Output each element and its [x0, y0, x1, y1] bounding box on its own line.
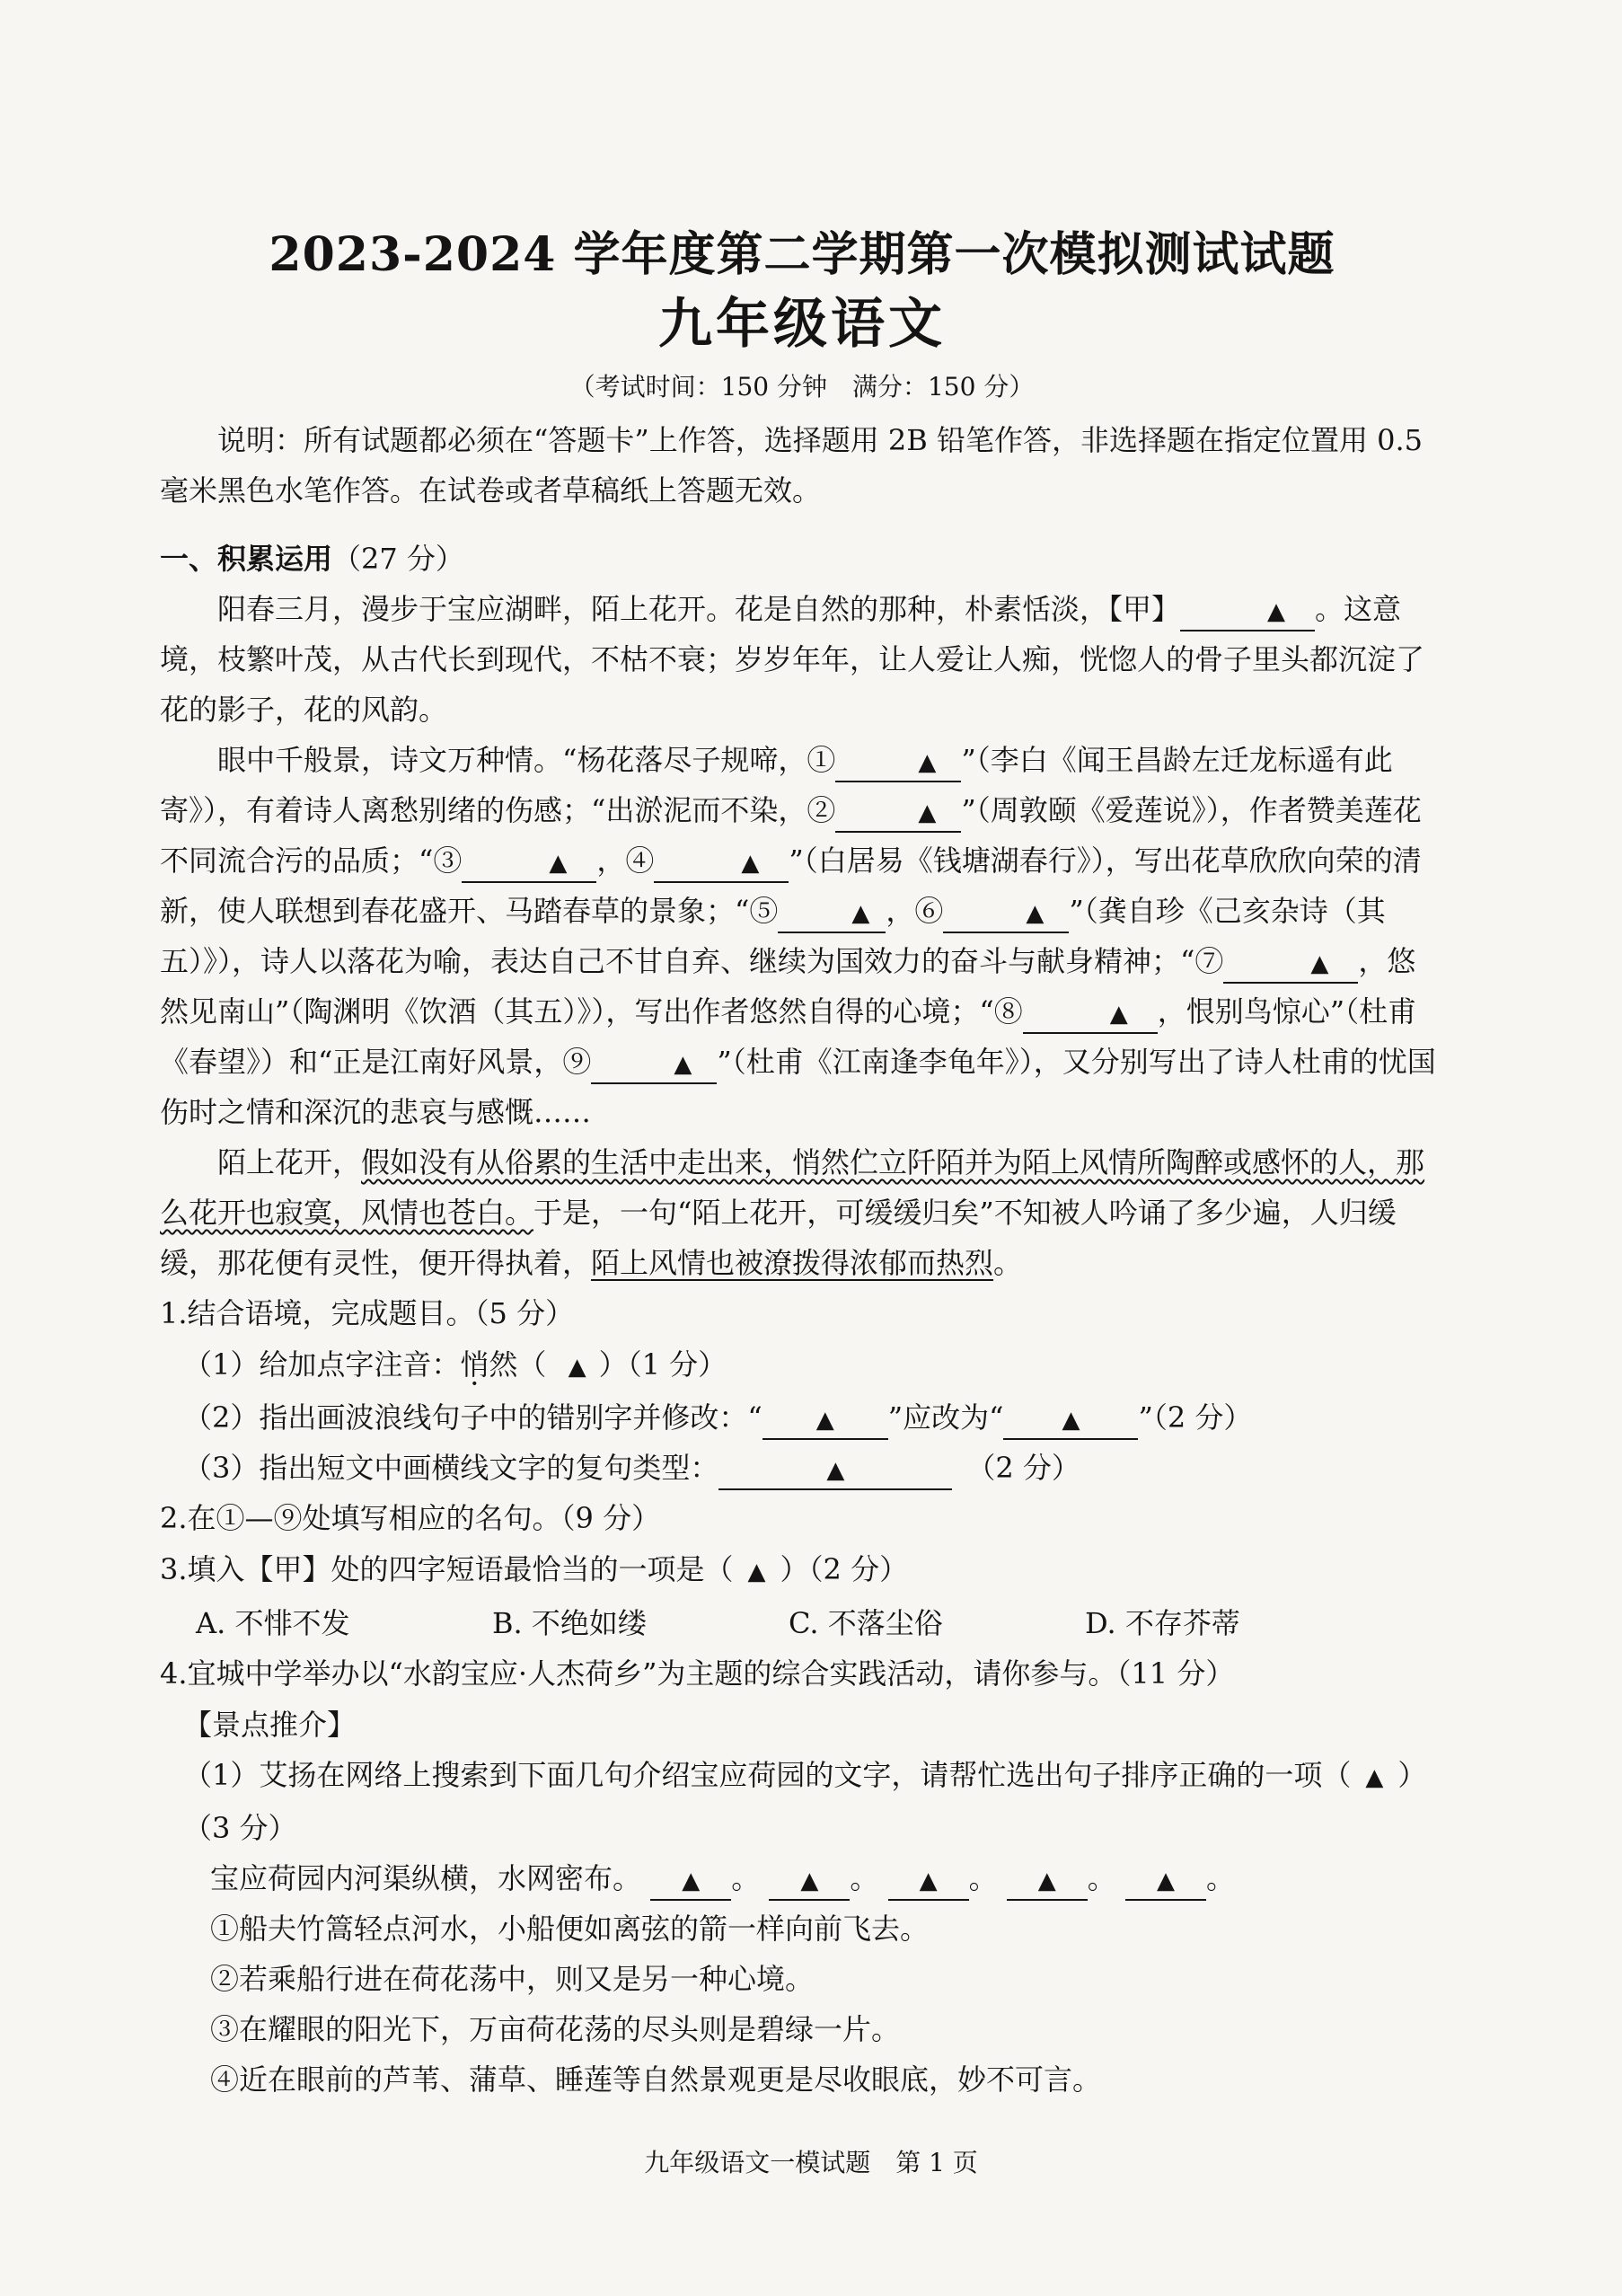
question-text: （3）指出短文中画横线文字的复句类型：: [183, 1451, 719, 1485]
passage-text: 阳春三月，漫步于宝应湖畔，陌上花开。花是自然的那种，朴素恬淡，【甲】: [217, 592, 1181, 626]
order-blank-2[interactable]: [769, 1860, 850, 1901]
passage-text: ，悠然见南山”（陶渊明《饮酒（其五）》），写出作者悠然自得的心境；“⑧: [160, 944, 1416, 1029]
blank-mark: ▲: [1156, 1868, 1175, 1894]
blank-mark: ▲: [682, 1868, 701, 1894]
blank-mark: ▲: [1310, 950, 1329, 977]
separator: 。: [731, 1861, 761, 1895]
question-text: ）（1 分）: [598, 1347, 727, 1382]
page-footer: 九年级语文一模试题 第 1 页: [644, 2148, 978, 2177]
blank-mark: ▲: [1109, 1001, 1128, 1028]
blank-mark: ▲: [918, 799, 937, 826]
question-text: 宝应荷园内河渠纵横，水网密布。: [210, 1861, 642, 1895]
sentence-4: ④近在眼前的芦苇、蒲草、睡莲等自然景观更是尽收眼底，妙不可言。: [210, 2062, 1102, 2097]
question-text: ”应改为“: [887, 1400, 1004, 1435]
question-text: 3.填入【甲】处的四字短语最恰当的一项是（: [160, 1552, 734, 1586]
blank-mark: ▲: [815, 1407, 834, 1434]
underlined-sentence: 陌上风情也被潦拨得浓郁而热烈: [591, 1246, 994, 1280]
blank-mark[interactable]: ▲: [747, 1559, 766, 1585]
exam-info: （考试时间：150 分钟 满分：150 分）: [569, 372, 1035, 402]
dotted-character: 悄: [460, 1347, 489, 1382]
order-blank-1[interactable]: [650, 1860, 731, 1901]
question-1-3: [160, 1443, 1444, 1493]
blank-mark: ▲: [918, 749, 937, 776]
passage-paragraph-2: [160, 735, 1444, 1137]
passage-text: ”（白居易《钱塘湖春行》），写出花草欣欣向荣的清新，使人联想到春花盛开、马踏春草的景象；“⑤: [160, 843, 1422, 928]
blank-mark: ▲: [1037, 1868, 1056, 1894]
answer-blank-8[interactable]: [1023, 993, 1158, 1034]
question-text: （2 分）: [966, 1451, 1080, 1485]
page-content: [160, 225, 1444, 2105]
passage-text: ”（李白《闻王昌龄左迁龙标遥有此寄》），有着诗人离愁别绪的伤感；“出淤泥而不染，②: [160, 743, 1393, 827]
blank-mark: ▲: [826, 1457, 845, 1484]
question-text: ）（3 分）: [183, 1758, 1427, 1845]
blank-mark: ▲: [851, 900, 870, 927]
answer-blank-clause-type[interactable]: [718, 1450, 952, 1490]
blank-mark: ▲: [549, 850, 568, 877]
separator: 。: [1087, 1861, 1116, 1895]
exam-title: 2023-2024 学年度第二学期第一次模拟测试试题: [269, 227, 1336, 282]
question-text: （2）指出画波浪线句子中的错别字并修改：“: [183, 1400, 763, 1435]
exam-subject: 九年级语文: [658, 293, 946, 356]
passage-text: ，恨别鸟惊心”（杜甫《春望》）和“正是江南好风景，⑨: [160, 994, 1417, 1079]
question-text: （1）给加点字注音：: [183, 1347, 461, 1382]
instructions: 说明：所有试题都必须在“答题卡”上作答，选择题用 2B 铅笔作答，非选择题在指定位置用 0.5 毫米黑色水笔作答。在试卷或者草稿纸上答题无效。: [160, 423, 1424, 508]
passage-text: 。这意境，枝繁叶茂，从古代长到现代，不枯不衰；岁岁年年，让人爱让人痴，恍惚人的骨子里头都沉淀了花的影子，花的风韵。: [160, 592, 1425, 727]
passage-text: ，④: [596, 843, 655, 878]
ordering-lead: [160, 1853, 1444, 1903]
question-text: （1）艾扬在网络上搜索到下面几句介绍宝应荷园的文字，请帮忙选出句子排序正确的一项（: [183, 1758, 1352, 1792]
answer-blank-9[interactable]: [591, 1044, 717, 1084]
blank-mark: ▲: [674, 1051, 692, 1078]
blank-mark[interactable]: ▲: [1365, 1764, 1384, 1791]
answer-blank-1[interactable]: [835, 742, 961, 782]
blank-mark[interactable]: ▲: [568, 1354, 586, 1381]
question-1-1: [160, 1339, 1444, 1392]
answer-blank-wrong-char[interactable]: [763, 1400, 888, 1440]
separator: 。: [1205, 1861, 1235, 1895]
separator: 。: [850, 1861, 879, 1895]
section-title: 一、积累运用: [160, 542, 333, 576]
order-blank-5[interactable]: [1125, 1860, 1206, 1901]
question-3-options: [160, 1598, 1444, 1648]
answer-blank-jia[interactable]: [1180, 591, 1315, 631]
answer-blank-5[interactable]: [778, 893, 886, 933]
answer-blank-3[interactable]: [462, 843, 596, 883]
passage-text: ，⑥: [886, 894, 944, 928]
option-b[interactable]: B. 不绝如缕: [492, 1606, 647, 1640]
passage-text: 于是，一句“陌上花开，可缓缓归矣”不知被人吟诵了多少遍，人归缓缓，那花便有灵性，便开得执着，: [160, 1196, 1397, 1280]
blank-mark: ▲: [1267, 598, 1286, 625]
question-4-section: 【景点推介】: [183, 1708, 357, 1742]
passage-text: ”（龚自珍《己亥杂诗（其五）》），诗人以落花为喻，表达自己不甘自弃、继续为国效力的奋斗与献身精神；“⑦: [160, 894, 1386, 978]
sentence-3: ③在耀眼的阳光下，万亩荷花荡的尽头则是碧绿一片。: [210, 2012, 901, 2046]
answer-blank-correct-char[interactable]: [1003, 1400, 1138, 1440]
wavy-underlined-sentence: 假如没有从俗累的生活中走出来，悄然伫立阡陌并为陌上风情所陶醉或感怀的人，那么花开也寂寞，风情也苍白。: [160, 1145, 1425, 1230]
blank-mark: ▲: [800, 1868, 819, 1894]
section-heading: [160, 534, 1444, 584]
passage-paragraph-3: [160, 1137, 1444, 1288]
section-score: （27 分）: [332, 542, 464, 576]
sentence-1: ①船夫竹篙轻点河水，小船便如离弦的箭一样向前飞去。: [210, 1912, 930, 1946]
question-4-1: [160, 1750, 1444, 1853]
answer-blank-6[interactable]: [943, 893, 1069, 933]
question-3-stem: [160, 1544, 1444, 1598]
passage-text: ”（周敦颐《爱莲说》），作者赞美莲花不同流合污的品质；“③: [160, 793, 1422, 878]
passage-text: 眼中千般景，诗文万种情。“杨花落尽子规啼，①: [217, 743, 836, 777]
blank-mark: ▲: [1026, 900, 1045, 927]
blank-mark: ▲: [741, 850, 760, 877]
question-1-2: [160, 1392, 1444, 1443]
question-text: 然（: [489, 1347, 547, 1382]
answer-blank-4[interactable]: [654, 843, 789, 883]
option-d[interactable]: D. 不存芥蒂: [1085, 1606, 1240, 1640]
answer-blank-2[interactable]: [835, 792, 961, 833]
question-text: ”（2 分）: [1138, 1400, 1253, 1435]
blank-mark: ▲: [1062, 1407, 1080, 1434]
sentence-2: ②若乘船行进在荷花荡中，则又是另一种心境。: [210, 1962, 815, 1996]
order-blank-3[interactable]: [888, 1860, 969, 1901]
question-4-stem: 4.宜城中学举办以“水韵宝应·人杰荷乡”为主题的综合实践活动，请你参与。（11 分）: [160, 1656, 1235, 1691]
answer-blank-7[interactable]: [1223, 943, 1358, 984]
order-blank-4[interactable]: [1007, 1860, 1088, 1901]
passage-text: 陌上花开，: [217, 1145, 362, 1179]
blank-mark: ▲: [919, 1868, 938, 1894]
passage-text: 。: [993, 1246, 1023, 1280]
option-c[interactable]: C. 不落尘俗: [789, 1606, 943, 1640]
question-2-stem: 2.在①—⑨处填写相应的名句。（9 分）: [160, 1501, 661, 1535]
separator: 。: [968, 1861, 998, 1895]
passage-text: ”（杜甫《江南逢李龟年》），又分别写出了诗人杜甫的忧国伤时之情和深沉的悲哀与感慨……: [160, 1045, 1436, 1129]
passage-paragraph-1: [160, 584, 1444, 735]
option-a[interactable]: A. 不悱不发: [196, 1606, 350, 1640]
question-1-stem: 1.结合语境，完成题目。（5 分）: [160, 1296, 575, 1330]
question-text: ）（2 分）: [780, 1552, 909, 1586]
